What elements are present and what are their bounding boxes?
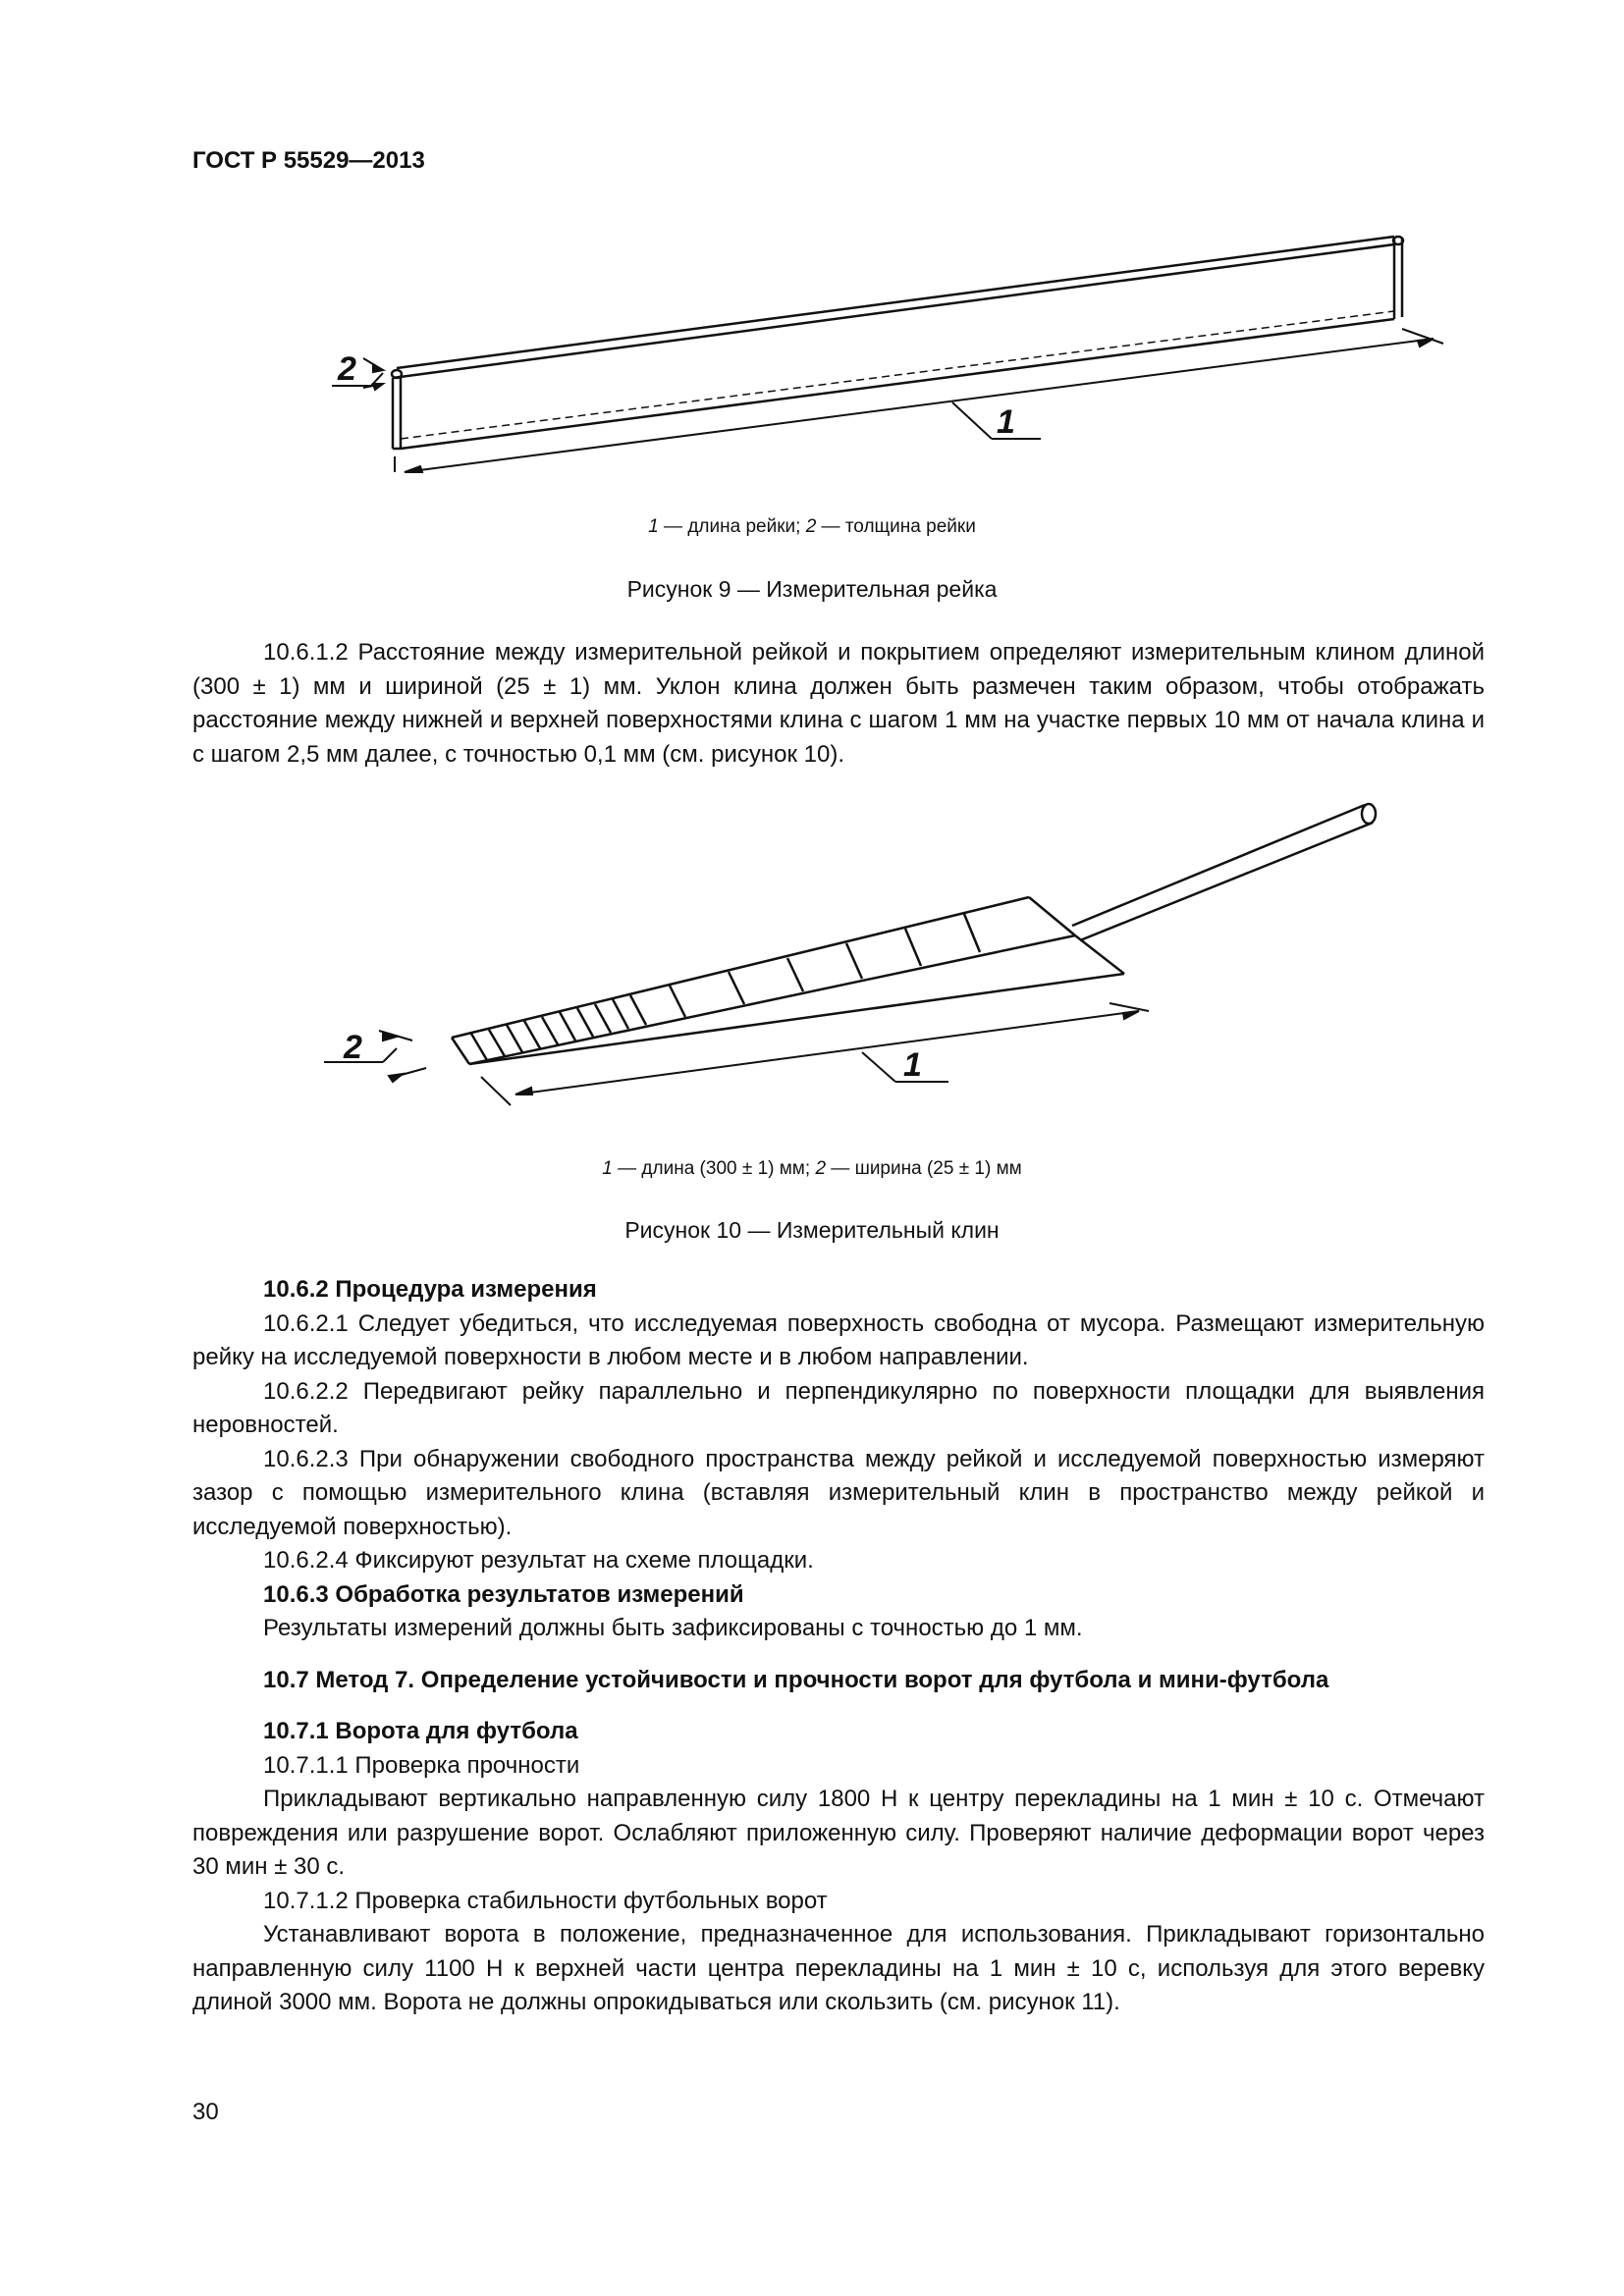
figure-9-measuring-rail xyxy=(265,221,1463,486)
section-gap xyxy=(192,1646,1485,1664)
wedge-graduations xyxy=(471,914,980,1060)
section-heading: 10.7.1 Ворота для футбола xyxy=(263,1718,578,1744)
paragraph: Результаты измерений должны быть зафиксированы с точностью до 1 мм. xyxy=(263,1615,1083,1641)
rail-length-callout: 1 xyxy=(997,403,1015,441)
page-number: 30 xyxy=(192,2099,219,2125)
wedge-drawing xyxy=(452,804,1376,1064)
section-heading: 10.6.3 Обработка результатов измерений xyxy=(263,1580,744,1608)
wedge-width-dimension xyxy=(324,1031,426,1082)
paragraph: 10.7.1.1 Проверка прочности xyxy=(263,1751,580,1779)
section-gap xyxy=(192,1697,1485,1715)
wedge-length-dimension xyxy=(481,1003,1149,1105)
document-header: ГОСТ Р 55529—2013 xyxy=(192,147,425,174)
paragraph: 10.6.2.2 Передвигают рейку параллельно и перпендикулярно по поверхности площадки для выявления неровностей. xyxy=(192,1377,1485,1438)
rail-drawing xyxy=(392,237,1403,449)
rail-thickness-callout: 2 xyxy=(338,350,356,388)
figure-10-caption: Рисунок 10 — Измерительный клин xyxy=(624,1217,1000,1243)
section-heading: 10.6.2 Процедура измерения xyxy=(263,1276,597,1303)
paragraph: 10.6.2.3 При обнаружении свободного пространства между рейкой и исследуемой поверхностью измеряют зазор с помощью измерительного клина (вставляя измерительный клин в пространство между рейкой и исследуемой поверхностью). xyxy=(192,1445,1485,1540)
paragraph: 10.6.2.1 Следует убедиться, что исследуемая поверхность свободна от мусора. Размещают измерительную рейку на исследуемой поверхности в любом месте и в любом направлении. xyxy=(192,1309,1485,1370)
paragraph: Прикладывают вертикально направленную силу 1800 Н к центру перекладины на 1 мин ± 10 с. Отмечают повреждения или разрушение ворот. Ослабляют приложенную силу. Проверяют наличие деформации ворот через 30 мин ± 30 с. xyxy=(192,1786,1485,1880)
length-dimension xyxy=(395,329,1443,472)
figure-9-caption: Рисунок 9 — Измерительная рейка xyxy=(626,576,998,602)
figure-10-measuring-wedge xyxy=(324,795,1404,1119)
body-text xyxy=(192,1273,1485,2020)
paragraph: 10.7.1.2 Проверка стабильности футбольных ворот xyxy=(263,1887,828,1914)
paragraph: Устанавливают ворота в положение, предназначенное для использования. Прикладывают горизонтально направленную силу 1100 Н к верхней части центра перекладины на 1 мин ± 10 с, используя для этого веревку длиной 3000 мм. Ворота не должны опрокидываться или скользить (см. рисунок 11). xyxy=(192,1921,1485,2015)
paragraph: 10.6.2.4 Фиксируют результат на схеме площадки. xyxy=(263,1547,814,1574)
figure-9-legend: 1 — длина рейки; 2 — толщина рейки xyxy=(648,516,976,537)
wedge-width-callout: 2 xyxy=(344,1029,362,1066)
wedge-length-callout: 1 xyxy=(903,1046,922,1084)
paragraph-10-6-1-2: 10.6.1.2 Расстояние между измерительной рейкой и покрытием определяют измерительным клином длиной (300 ± 1) мм и шириной (25 ± 1) мм. Уклон клина должен быть размечен таким образом, чтобы отображать расстояние между нижней и верхней поверхностями клина с шагом 1 мм на участке первых 10 мм от начала клина и с шагом 2,5 мм далее, с точностью 0,1 мм (см. рисунок 10). xyxy=(192,639,1485,768)
section-heading: 10.7 Метод 7. Определение устойчивости и прочности ворот для футбола и мини-футбола xyxy=(263,1666,1329,1693)
figure-10-legend: 1 — длина (300 ± 1) мм; 2 — ширина (25 ± 1) мм xyxy=(602,1158,1022,1179)
